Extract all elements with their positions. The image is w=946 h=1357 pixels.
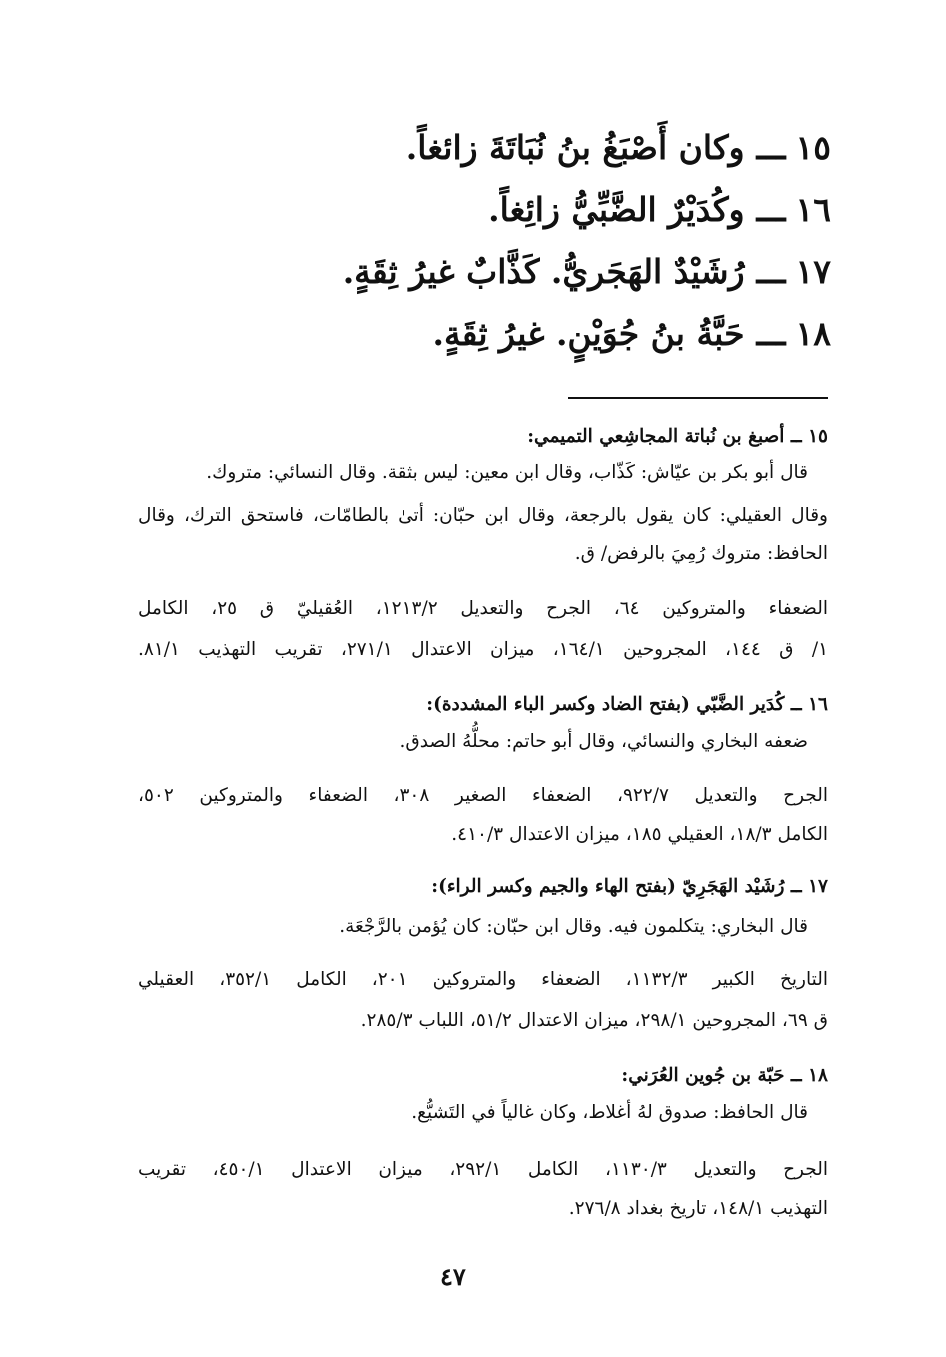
note-17-reference: التاريخ الكبير ١١٣٢/٣، الضعفاء والمتروكين ٢٠١، الكامل ٣٥٢/١، العقيلي: [138, 969, 828, 990]
verse-15: [406, 128, 831, 168]
note-18-heading: ١٨ ــ حَبّة بن جُوين العُرَني:: [621, 1065, 828, 1086]
note-15-line: قال أبو بكر بن عيّاش: كَذّاب، وقال ابن معين: ليس بثقة. وقال النسائي: متروك.: [206, 462, 808, 483]
note-18-reference: الجرح والتعديل ١١٣٠/٣، الكامل ٢٩٢/١، ميزان الاعتدال ٤٥٠/١، تقريب: [138, 1159, 828, 1180]
note-15-line: الحافظ: متروك رُمِيَ بالرفض/ ق.: [574, 543, 828, 564]
note-15-reference: الضعفاء والمتروكين ٦٤، الجرح والتعديل ١٢١٣/٢، العُقيليّ ق ٢٥، الكامل: [138, 598, 829, 619]
verse-number: ١٧: [795, 252, 831, 291]
verse-number: ١٨: [795, 314, 831, 353]
footnote-separator: [568, 397, 828, 399]
verse-text: وكُدَيْرٌ الضَّبِّيُّ زائِغاً.: [488, 190, 745, 229]
verse-number: ١٦: [795, 190, 831, 229]
verse-dash: ـــ: [756, 314, 786, 353]
verse-dash: ـــ: [756, 128, 786, 167]
note-18-reference: التهذيب ١٤٨/١، تاريخ بغداد ٢٧٦/٨.: [568, 1198, 828, 1219]
verse-text: حَبَّةُ بنُ جُوَيْنٍ. غيرُ ثِقَةٍ.: [432, 314, 745, 353]
note-18-line: قال الحافظ: صدوق لهُ أغلاط، وكان غالياً في التَشيُّع.: [411, 1102, 808, 1123]
note-17-reference: ق ٦٩، المجروحين ٢٩٨/١، ميزان الاعتدال ٥١/٢، اللباب ٢٨٥/٣.: [360, 1010, 828, 1031]
verse-dash: ـــ: [756, 252, 786, 291]
verse-number: ١٥: [795, 128, 831, 167]
note-16-reference: الجرح والتعديل ٩٢٢/٧، الضعفاء الصغير ٣٠٨، الضعفاء والمتروكين ٥٠٢،: [138, 785, 828, 806]
page-number: ٤٧: [440, 1262, 466, 1291]
note-17-line: قال البخاري: يتكلمون فيه. وقال ابن حبّان: كان يُؤمن بالرَّجْعَة.: [339, 916, 808, 937]
note-15-line: وقال العقيلي: كان يقول بالرجعة، وقال ابن حبّان: أتىٰ بالطامّات، فاستحق الترك، وقال: [138, 505, 828, 526]
verse-18: [432, 314, 831, 354]
verse-dash: ـــ: [756, 190, 786, 229]
note-16-line: ضعفه البخاري والنسائي، وقال أبو حاتم: محلُّهُ الصدق.: [399, 731, 808, 752]
note-16-heading: ١٦ ــ كُدَير الضَّبّي (بفتح الضاد وكسر الباء المشددة):: [426, 694, 828, 715]
verse-17: [343, 252, 831, 292]
verse-text: وكان أَصْبَغُ بنُ نُبَاتَةَ زائغاً.: [405, 128, 745, 167]
note-16-reference: الكامل ١٨/٣، العقيلي ١٨٥، ميزان الاعتدال ٤١٠/٣.: [451, 824, 828, 845]
note-17-heading: ١٧ ــ رُشَيْد الهَجَرِيّ (بفتح الهاء والجيم وكسر الراء):: [431, 876, 828, 897]
verse-16: [488, 190, 831, 230]
note-15-reference: ١/ ق ١٤٤، المجروحين ١٦٤/١، ميزان الاعتدال ٢٧١/١، تقريب التهذيب ٨١/١.: [138, 639, 828, 660]
verse-text: رُشَيْدٌ الهَجَريُّ. كَذَّابٌ غيرُ ثِقَةٍ.: [342, 252, 745, 291]
note-15-heading: ١٥ ــ أصبغ بن نُباتة المجاشِعي التميمي:: [527, 426, 828, 447]
